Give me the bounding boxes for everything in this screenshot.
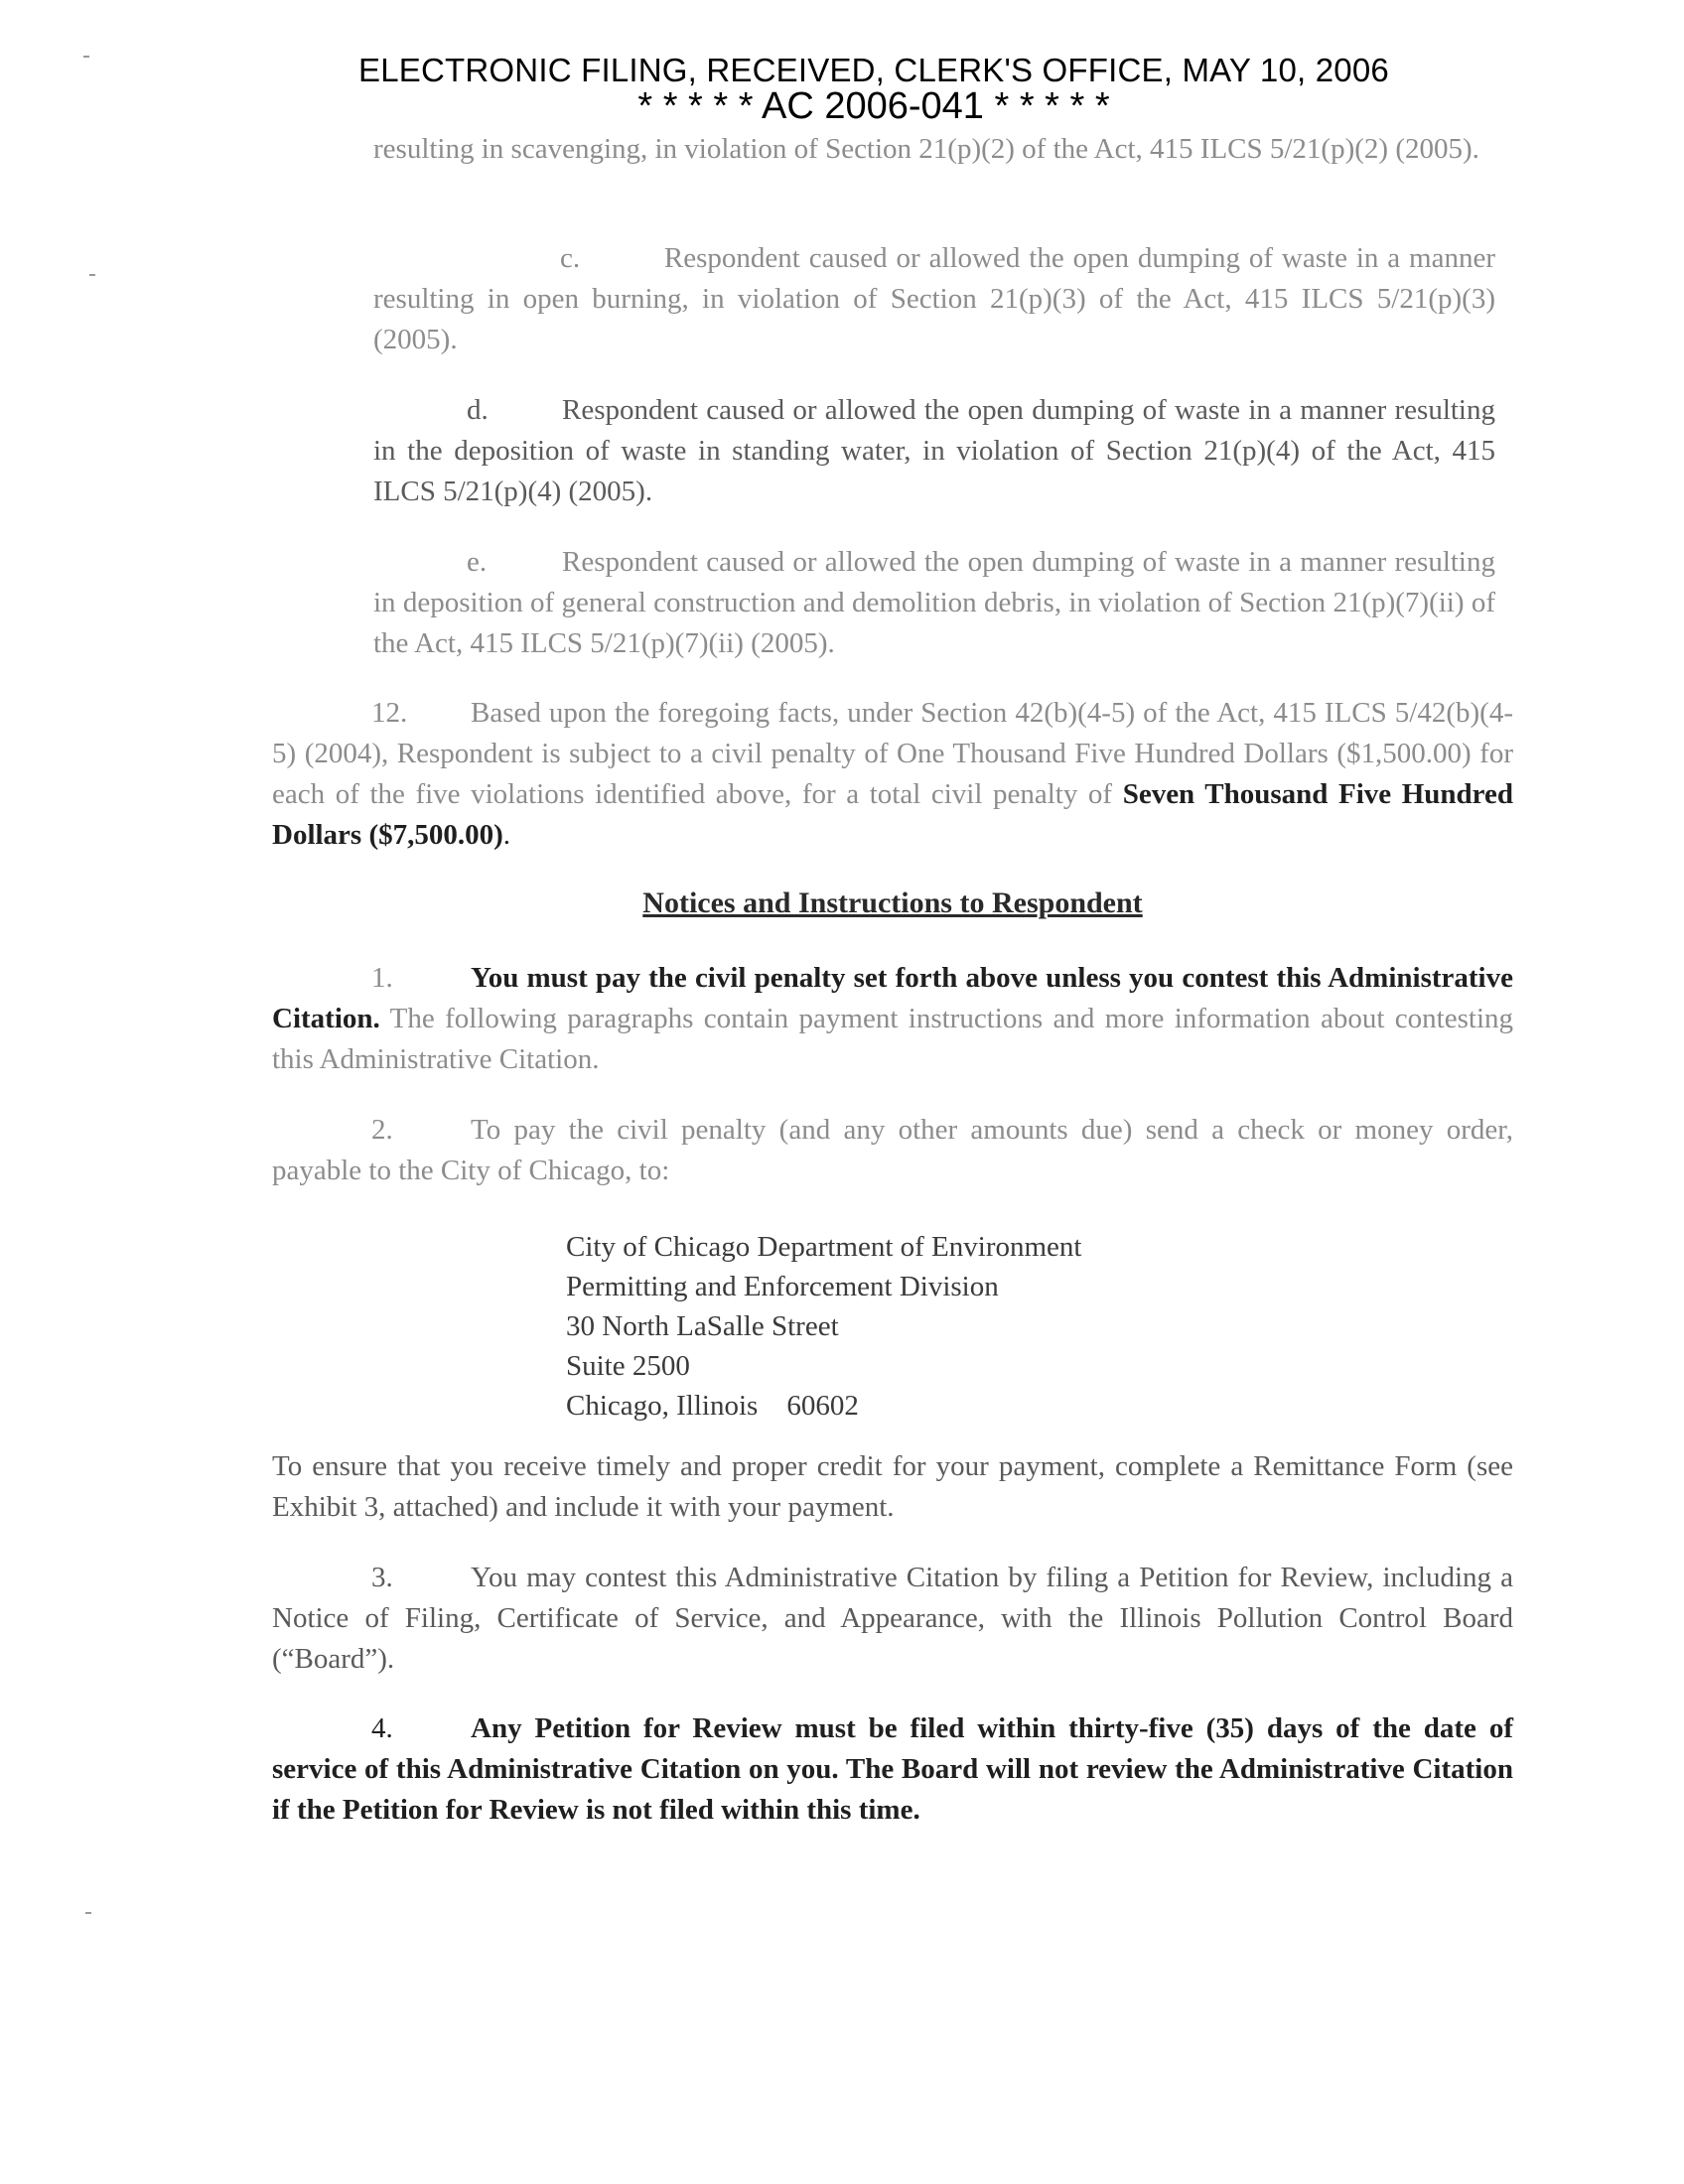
item-text: Respondent caused or allowed the open dumping of waste in a manner resulting in open burning, in violation of Section 21(p)(3) of the Act, 415 ILCS 5/21(p)(3) (2005).: [373, 242, 1496, 355]
payment-address: [566, 1227, 1081, 1426]
continuation-text: resulting in scavenging, in violation of Section 21(p)(2) of the Act, 415 ILCS 5/21(p)(2) (2005).: [373, 133, 1479, 165]
notice-1: [272, 958, 1513, 1080]
address-line: Chicago, Illinois 60602: [566, 1390, 859, 1422]
notice-bold-text: Any Petition for Review must be filed within thirty-five (35) days of the date of service of this Administrative Citation on you. The Board will not review the Administrative Citation if the Petition for Review is not filed within this time.: [272, 1712, 1513, 1826]
notice-number: 3.: [371, 1562, 393, 1593]
filing-stamp-line: ELECTRONIC FILING, RECEIVED, CLERK'S OFFICE, MAY 10, 2006: [358, 52, 1389, 88]
penalty-text: Based upon the foregoing facts, under Section 42(b)(4-5) of the Act, 415 ILCS 5/42(b)(4-5) (2004), Respondent is subject to a civil penalty of One Thousand Five Hundred Dollars ($1,500.00) for each of the five violations identified above, for a total civil penalty of: [272, 697, 1513, 810]
violation-item-d: [373, 390, 1495, 512]
item-text: Respondent caused or allowed the open dumping of waste in a manner resulting in deposition of general construction and demolition debris, in violation of Section 21(p)(7)(ii) of the Act, 415 ILCS 5/21(p)(7)(ii) (2005).: [373, 546, 1495, 659]
scan-speck: [83, 56, 89, 58]
address-line: Permitting and Enforcement Division: [566, 1271, 999, 1302]
notice-text: To pay the civil penalty (and any other amounts due) send a check or money order, payable to the City of Chicago, to:: [272, 1114, 1513, 1186]
total-penalty-amount: Seven Thousand Five Hundred Dollars ($7,500.00): [272, 778, 1513, 851]
notice-bold-text: You must pay the civil penalty set forth above unless you contest this Administrative Citation.: [272, 962, 1513, 1034]
paragraph-number: 12.: [371, 697, 408, 729]
sentence-end: .: [502, 819, 511, 851]
section-heading: Notices and Instructions to Respondent: [642, 887, 1143, 919]
notice-number: 4.: [371, 1712, 393, 1744]
notice-2: [272, 1110, 1513, 1191]
address-line: Suite 2500: [566, 1350, 690, 1382]
violation-item-e: [373, 542, 1495, 664]
address-line: City of Chicago Department of Environment: [566, 1231, 1082, 1263]
item-marker: d.: [467, 394, 489, 426]
item-text: Respondent caused or allowed the open dumping of waste in a manner resulting in the deposition of waste in standing water, in violation of Section 21(p)(4) of the Act, 415 ILCS 5/21(p)(4) (2005).: [373, 394, 1495, 507]
notice-text: You may contest this Administrative Citation by filing a Petition for Review, including a Notice of Filing, Certificate of Service, and Appearance, with the Illinois Pollution Control Board (“Board”).: [272, 1562, 1513, 1675]
penalty-paragraph: [272, 693, 1513, 856]
notice-number: 2.: [371, 1114, 393, 1146]
notice-3: [272, 1558, 1513, 1680]
remittance-paragraph: To ensure that you receive timely and proper credit for your payment, complete a Remittance Form (see Exhibit 3, attached) and include it with your payment.: [272, 1450, 1513, 1523]
notice-number: 1.: [371, 962, 393, 994]
case-number-stamp: * * * * * AC 2006-041 * * * * *: [637, 85, 1110, 127]
notice-text: The following paragraphs contain payment instructions and more information about contesting this Administrative Citation.: [272, 1003, 1513, 1075]
item-marker: e.: [467, 546, 488, 578]
violation-item-c: [373, 238, 1495, 360]
continuation-paragraph: [373, 129, 1495, 170]
scan-speck: [85, 1912, 91, 1914]
item-marker: c.: [560, 242, 581, 274]
scan-speck: [89, 274, 95, 276]
notice-4: [272, 1708, 1513, 1831]
address-line: 30 North LaSalle Street: [566, 1310, 839, 1342]
